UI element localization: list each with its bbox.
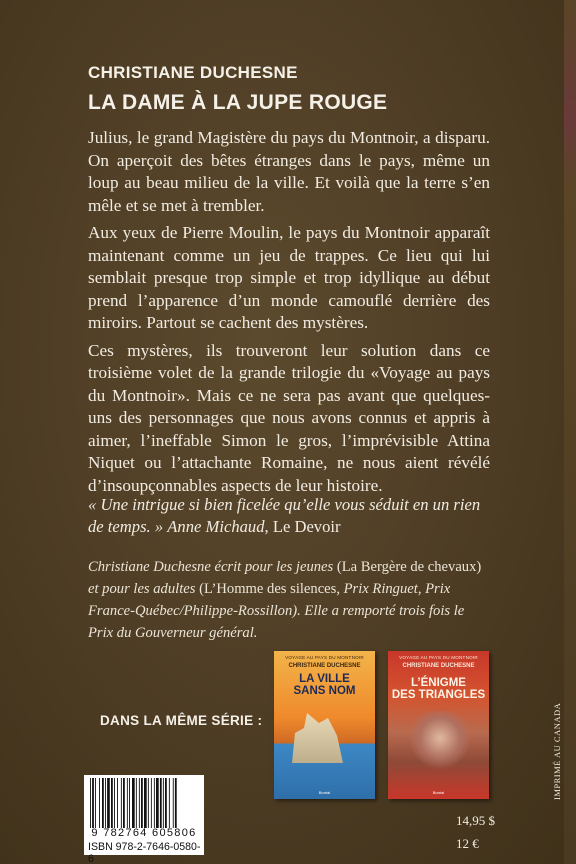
- synopsis-paragraph: Aux yeux de Pierre Moulin, le pays du Montnoir apparaît maintenant comme un jeu de trappes. Ce lieu qui lui semblait presque trop simple et trop idyllique au début prend l’apparence d’un monde camouflé derrière des miroirs. Partout se cachent des mystères.: [88, 223, 490, 332]
- series-book-cover: [388, 651, 489, 799]
- price-eur: 12 €: [456, 836, 479, 851]
- barcode-bar: [154, 778, 155, 828]
- book-title-line: L’ÉNIGME: [411, 677, 466, 689]
- printed-in: IMPRIMÉ AU CANADA: [552, 702, 562, 800]
- town-illustration: [286, 713, 346, 763]
- barcode-bar: [175, 778, 177, 828]
- isbn: ISBN 978-2-7646-0580-6: [88, 841, 201, 864]
- barcode-bar: [151, 778, 152, 828]
- quote-text: « Une intrigue si bien ficelée qu’elle vous séduit en un rien de temps. »: [88, 495, 481, 536]
- barcode-bar: [148, 778, 149, 828]
- book-title-line: SANS NOM: [293, 685, 356, 697]
- barcode-bar: [99, 778, 100, 828]
- face-illustration: [410, 711, 470, 771]
- book-publisher: Boréal: [318, 790, 331, 795]
- barcode-bar: [90, 778, 91, 828]
- quote-source: Le Devoir: [272, 517, 341, 536]
- book-publisher: Boréal: [432, 790, 445, 795]
- book-title: LA DAME À LA JUPE ROUGE: [88, 91, 388, 114]
- barcode-bar: [102, 778, 104, 828]
- barcode-bar: [111, 778, 113, 828]
- barcode-bar: [117, 778, 118, 828]
- bio-prize: Prix Ringuet: [343, 581, 418, 597]
- book-author: CHRISTIANE DUCHESNE: [288, 663, 361, 669]
- quote-attribution: Anne Michaud: [167, 517, 265, 536]
- barcode-panel: [84, 775, 204, 864]
- barcode-bar: [169, 778, 170, 828]
- barcode-bar: [139, 778, 140, 828]
- book-title-line: LA VILLE: [299, 673, 350, 685]
- barcode-bar: [114, 778, 115, 828]
- barcode-bar: [163, 778, 164, 828]
- book-series: VOYAGE AU PAYS DU MONTNOIR: [285, 655, 364, 660]
- barcode-bar: [141, 778, 143, 828]
- barcode-bar: [127, 778, 128, 828]
- barcode-bar: [173, 778, 174, 828]
- bio-text: et pour les adultes: [88, 581, 196, 597]
- author-name: CHRISTIANE DUCHESNE: [88, 63, 298, 82]
- book-title-line: DES TRIANGLES: [391, 689, 486, 701]
- barcode-bar: [156, 778, 159, 828]
- barcode-bar: [132, 778, 135, 828]
- barcode-bar: [121, 778, 122, 828]
- synopsis: [88, 127, 490, 502]
- barcode-digits: 9 782764 605806: [91, 827, 197, 839]
- bio-text: Christiane Duchesne écrit pour les jeunes: [88, 559, 334, 575]
- bio-book: (L’Homme des silences,: [199, 581, 340, 597]
- book-title: [274, 673, 375, 697]
- author-bio: Christiane Duchesne écrit pour les jeunes (La Bergère de chevaux) et pour les adultes (L’Homme des silences, Prix Ringuet, Prix France-Québec/Philippe-Rossillon). Elle a remporté trois fois le Prix du Gouverneur général.: [88, 559, 482, 641]
- bio-text: ). Elle a remporté trois fois le Prix du Gouverneur général.: [88, 603, 465, 641]
- book-title: [388, 677, 489, 701]
- barcode-bar: [107, 778, 110, 828]
- book-series: VOYAGE AU PAYS DU MONTNOIR: [399, 655, 478, 660]
- barcode-bar: [95, 778, 96, 828]
- barcode-bar: [165, 778, 167, 828]
- barcode-bar: [136, 778, 137, 828]
- barcode-icon: [88, 778, 200, 828]
- bio-book: (La Bergère de chevaux): [336, 559, 482, 575]
- series-book-cover: [274, 651, 375, 799]
- barcode-bar: [160, 778, 162, 828]
- barcode-bar: [129, 778, 130, 828]
- series-label: DANS LA MÊME SÉRIE :: [100, 713, 263, 728]
- spine-edge: [564, 0, 576, 864]
- barcode-bar: [105, 778, 106, 828]
- bio-prize: Prix France-Québec/Philippe-Rossillon: [88, 581, 451, 619]
- barcode-bar: [123, 778, 125, 828]
- book-author: CHRISTIANE DUCHESNE: [402, 663, 475, 669]
- price-cad: 14,95 $: [456, 813, 495, 828]
- synopsis-paragraph: Ces mystères, ils trouveront leur solution dans ce troisième volet de la grande trilogie du «Voyage au pays du Montnoir». Mais ce ne sera pas avant que quelques-uns des personnages que nous avons connus et appris à aimer, l’ineffable Simon le gros, l’imprévisible Attina Niquet ou l’attachante Romaine, ne nous aient révélé d’insoupçonnables aspects de leur histoire.: [88, 340, 490, 495]
- barcode-bar: [144, 778, 147, 828]
- review-quote: « Une intrigue si bien ficelée qu’elle vous séduit en un rien de temps. » Anne Michaud, Le Devoir: [88, 495, 481, 536]
- synopsis-paragraph: Julius, le grand Magistère du pays du Montnoir, a disparu. On aperçoit des bêtes étranges dans le pays, même un loup au beau milieu de la ville. Et voilà que la terre s’en mêle et se met à trembler.: [88, 128, 490, 215]
- barcode-bar: [92, 778, 94, 828]
